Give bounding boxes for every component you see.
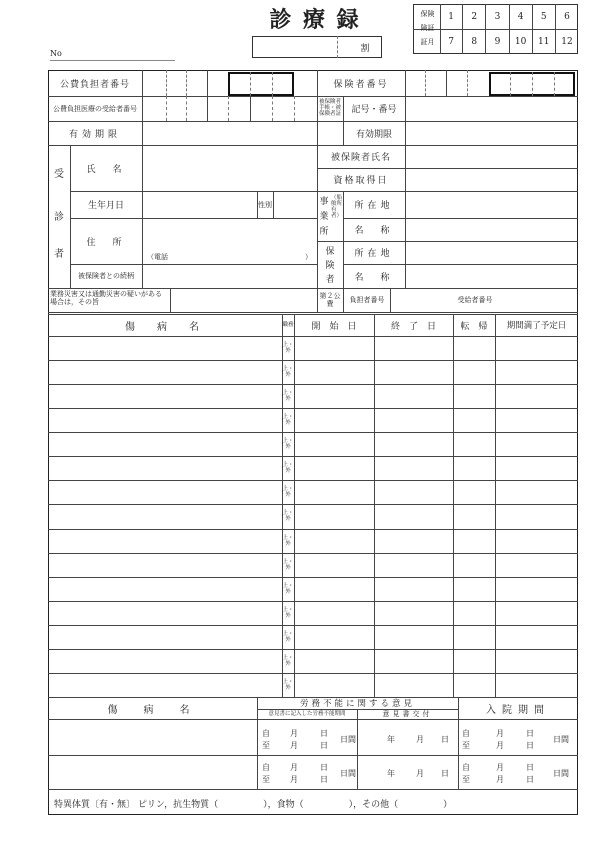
symbol-no-label: 記号・番号 <box>351 105 397 115</box>
table-row[interactable] <box>48 577 578 601</box>
duty-options[interactable]: 上・外 <box>282 390 294 403</box>
month-cell[interactable]: 7 <box>440 29 463 54</box>
to-label: 至 <box>262 741 270 750</box>
day-label: 日 <box>526 775 534 784</box>
day-label: 日 <box>320 763 328 772</box>
month-cell[interactable]: 10 <box>510 29 533 54</box>
sex-label: 性別 <box>258 201 272 209</box>
work-unable-period-label: 意見書に記入した労務不能期間 <box>268 711 346 717</box>
duty-options[interactable]: 上・外 <box>282 438 294 451</box>
to-label: 至 <box>262 775 270 784</box>
table-row[interactable] <box>48 649 578 673</box>
table-row[interactable] <box>48 529 578 553</box>
from-label: 自 <box>462 729 470 738</box>
from-label: 自 <box>262 729 270 738</box>
month-cell[interactable]: 8 <box>463 29 486 54</box>
patient-side-label-3: 者 <box>54 248 64 260</box>
duty-options[interactable]: 上・外 <box>282 342 294 355</box>
page-title: 診 療 録 <box>269 6 361 33</box>
month-label: 月 <box>496 741 504 750</box>
day-label: 日 <box>320 741 328 750</box>
insurer-name-label: 名 称 <box>354 272 394 283</box>
day-label: 日 <box>526 763 534 772</box>
month-label: 月 <box>416 735 424 744</box>
office-side-label-2: 業 <box>319 211 329 222</box>
month-label: 月 <box>496 729 504 738</box>
month-cell[interactable]: 9 <box>486 29 509 54</box>
table-row[interactable] <box>48 360 578 384</box>
year-label: 年 <box>387 735 395 744</box>
month-cell[interactable]: 4 <box>510 4 533 29</box>
office-name-label: 名 称 <box>354 226 394 236</box>
table-row[interactable] <box>48 480 578 504</box>
patient-side-label-2: 診 <box>54 211 64 223</box>
day-label: 日 <box>320 729 328 738</box>
month-label: 月 <box>496 763 504 772</box>
days-label: 日間 <box>553 735 569 744</box>
second-public-label: 第２公費 <box>319 292 341 308</box>
qualification-date-label: 資格取得日 <box>333 176 389 186</box>
month-cell[interactable]: 3 <box>486 4 509 29</box>
from-label: 自 <box>262 763 270 772</box>
card-label-3: 証月 <box>420 38 435 46</box>
phone-label: （電話 <box>147 253 168 261</box>
start-date-header: 開 始 日 <box>311 321 357 332</box>
recipient-no-label: 受給者番号 <box>457 296 493 304</box>
insurer-side-label-2: 険 <box>325 260 335 271</box>
duty-options[interactable]: 上・外 <box>282 654 294 667</box>
to-label: 至 <box>462 741 470 750</box>
month-label: 月 <box>416 769 424 778</box>
duty-header: 職務 <box>282 322 294 328</box>
end-date-header: 終 了 日 <box>390 321 436 332</box>
month-cell[interactable]: 6 <box>564 11 570 22</box>
table-row[interactable] <box>48 408 578 432</box>
duty-options[interactable]: 上・外 <box>282 510 294 523</box>
office-side-label-3: 所 <box>319 226 329 237</box>
outcome-header: 転 帰 <box>460 321 488 332</box>
duty-options[interactable]: 上・外 <box>282 678 294 691</box>
day-label: 日 <box>441 769 449 778</box>
day-label: 日 <box>320 775 328 784</box>
month-cell[interactable]: 2 <box>463 4 486 29</box>
validity-right-label: 有効期限 <box>355 129 392 140</box>
duty-options[interactable]: 上・外 <box>282 630 294 643</box>
work-accident-note: 業務災害又は通勤災害の疑いがある場合は，その旨 <box>50 290 162 306</box>
record-number-label: No <box>50 49 62 58</box>
card-label-2: 険証 <box>420 24 435 32</box>
office-address-label: 所在地 <box>354 201 394 211</box>
from-label: 自 <box>462 763 470 772</box>
table-row[interactable] <box>48 456 578 480</box>
table-row[interactable] <box>48 504 578 528</box>
days-label: 日間 <box>340 769 356 778</box>
month-row-top <box>440 4 578 29</box>
table-row[interactable] <box>48 601 578 625</box>
day-label: 日 <box>526 741 534 750</box>
month-label: 月 <box>290 775 298 784</box>
wari-label: 割 <box>360 43 370 54</box>
public-recipient-no-label: 公費負担医療の受給者番号 <box>53 104 137 113</box>
patient-name-label: 氏 名 <box>86 164 126 175</box>
month-label: 月 <box>496 775 504 784</box>
payer-no-label: 負担者番号 <box>349 296 385 304</box>
insurer-no-label: 保険者番号 <box>333 79 389 90</box>
insured-name-label: 被保険者氏名 <box>330 153 391 163</box>
table-row[interactable] <box>48 432 578 456</box>
table-row[interactable] <box>48 673 578 697</box>
public-payer-no-label: 公費負担者番号 <box>59 79 130 90</box>
card-label-1: 保険 <box>420 10 435 18</box>
insured-card-label: 被保険者手帳・被保険者証 <box>319 99 342 117</box>
office-sub-label: （船舶所有者） <box>331 195 343 219</box>
month-cell[interactable]: 1 <box>440 4 463 29</box>
duty-options[interactable]: 上・外 <box>282 558 294 571</box>
month-label: 月 <box>290 763 298 772</box>
month-row-bottom <box>440 29 578 54</box>
insurer-side-label-3: 者 <box>325 274 335 285</box>
table-row[interactable] <box>48 553 578 577</box>
day-label: 日 <box>526 729 534 738</box>
month-label: 月 <box>290 741 298 750</box>
month-cell[interactable]: 5 <box>533 4 556 29</box>
days-label: 日間 <box>553 769 569 778</box>
month-cell[interactable]: 11 <box>533 29 556 54</box>
opinion-issue-label: 意見書交付 <box>382 710 433 718</box>
duty-options[interactable]: 上・外 <box>282 582 294 595</box>
relation-label: 被保険者との続柄 <box>78 272 134 280</box>
expiry-header: 期間満了予定日 <box>506 321 567 331</box>
duty-options[interactable]: 上・外 <box>282 486 294 499</box>
year-label: 年 <box>387 769 395 778</box>
duty-options[interactable]: 上・外 <box>282 534 294 547</box>
table-row[interactable] <box>48 625 578 649</box>
birth-date-label: 生年月日 <box>87 201 124 211</box>
hospital-period-title: 入院期間 <box>486 704 550 716</box>
duty-options[interactable]: 上・外 <box>282 414 294 427</box>
disease-header: 傷 病 名 <box>125 321 205 333</box>
duty-options[interactable]: 上・外 <box>282 606 294 619</box>
phone-label-end: ） <box>305 253 312 261</box>
public-payer-no-box[interactable] <box>228 72 294 96</box>
work-unable-title: 労務不能に関する意見 <box>299 699 415 709</box>
duty-options[interactable]: 上・外 <box>282 366 294 379</box>
validity-label: 有効期限 <box>68 129 121 140</box>
patient-side-label-1: 受 <box>54 168 64 180</box>
table-row[interactable] <box>48 384 578 408</box>
duty-options[interactable]: 上・外 <box>282 462 294 475</box>
address-label: 住 所 <box>86 237 126 248</box>
opinion-disease-header: 傷 病 名 <box>107 704 198 716</box>
office-side-label-1: 事 <box>319 196 329 207</box>
to-label: 至 <box>462 775 470 784</box>
days-label: 日間 <box>340 735 356 744</box>
insurer-address-label: 所在地 <box>354 249 394 259</box>
record-number-line <box>50 60 175 61</box>
wari-divider <box>337 36 338 58</box>
month-label: 月 <box>290 729 298 738</box>
special-constitution-line: 特異体質〔有・無〕 ピリン，抗生物質（ ），食物（ ），その他（ ） <box>54 799 453 810</box>
table-row[interactable] <box>48 336 578 360</box>
day-label: 日 <box>441 735 449 744</box>
month-cell[interactable]: 12 <box>561 36 573 47</box>
insurer-side-label-1: 保 <box>325 246 335 257</box>
